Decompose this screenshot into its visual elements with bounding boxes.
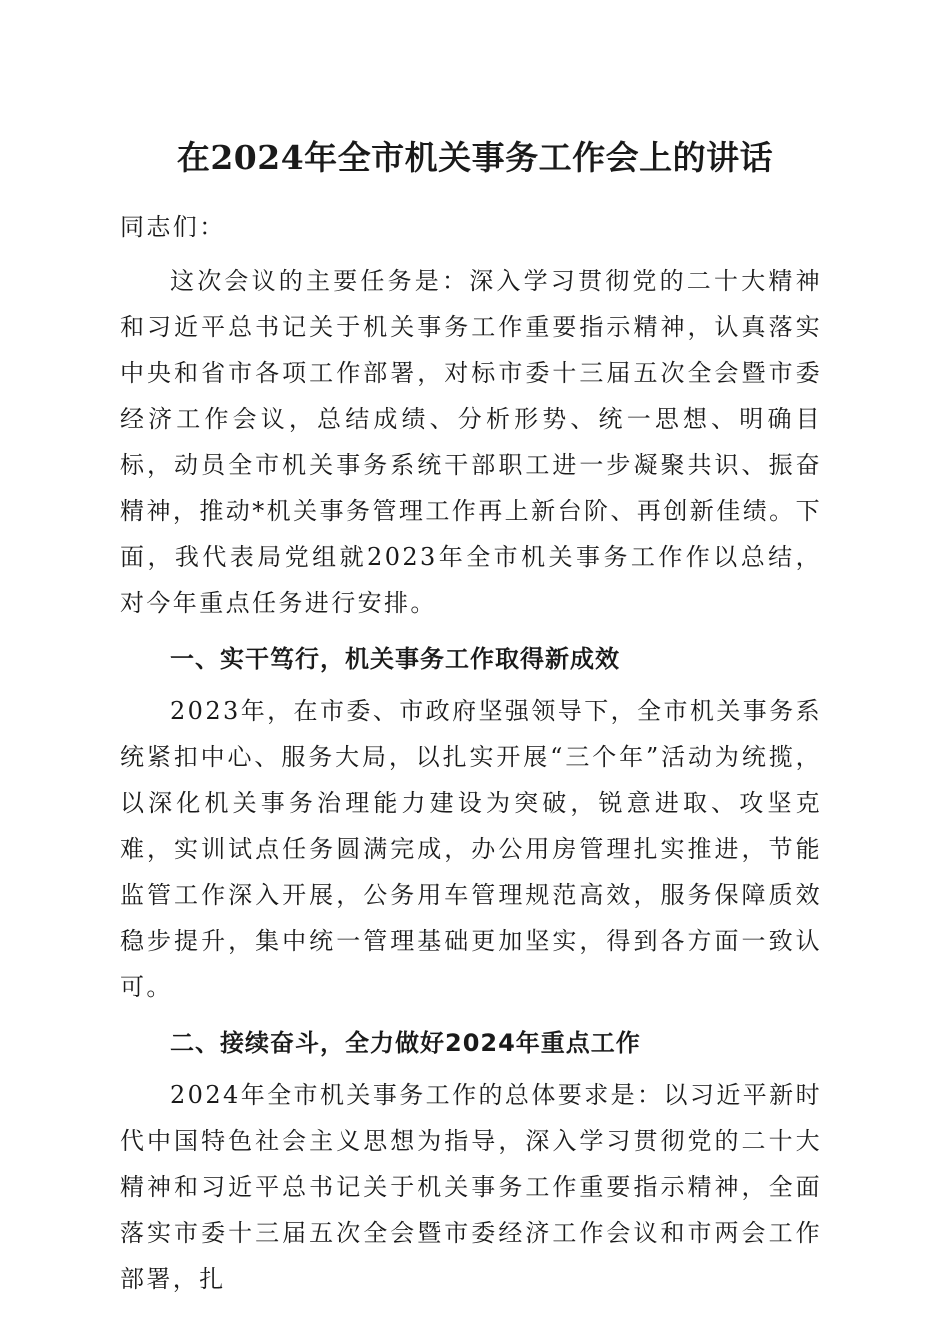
section-heading-1: 一、实干笃行，机关事务工作取得新成效 xyxy=(170,645,620,673)
intro-paragraph: 这次会议的主要任务是：深入学习贯彻党的二十大精神和习近平总书记关于机关事务工作重要指示精神，认真落实中央和省市各项工作部署，对标市委十三届五次全会暨市委经济工作会议，总结成绩、分析形势、统一思想、明确目标，动员全市机关事务系统干部职工进一步凝聚共识、振奋精神，推动*机关事务管理工作再上新台阶、再创新佳绩。下面，我代表局党组就2023年全市机关事务工作作以总结，对今年重点任务进行安排。 xyxy=(120,267,822,617)
section-paragraph-2: 2024年全市机关事务工作的总体要求是：以习近平新时代中国特色社会主义思想为指导，深入学习贯彻党的二十大精神和习近平总书记关于机关事务工作重要指示精神，全面落实市委十三届五次全会暨市委经济工作会议和市两会工作部署，扎 xyxy=(120,1081,822,1293)
salutation: 同志们： xyxy=(120,213,226,241)
section-paragraph-1: 2023年，在市委、市政府坚强领导下，全市机关事务系统紧扣中心、服务大局，以扎实开展“三个年”活动为统揽，以深化机关事务治理能力建设为突破，锐意进取、攻坚克难，实训试点任务圆满完成，办公用房管理扎实推进，节能监管工作深入开展，公务用车管理规范高效，服务保障质效稳步提升，集中统一管理基础更加坚实，得到各方面一致认可。 xyxy=(120,697,822,1001)
document-body xyxy=(120,204,822,1302)
document-title: 在2024年全市机关事务工作会上的讲话 xyxy=(176,138,774,177)
section-heading-2: 二、接续奋斗，全力做好2024年重点工作 xyxy=(170,1029,641,1057)
